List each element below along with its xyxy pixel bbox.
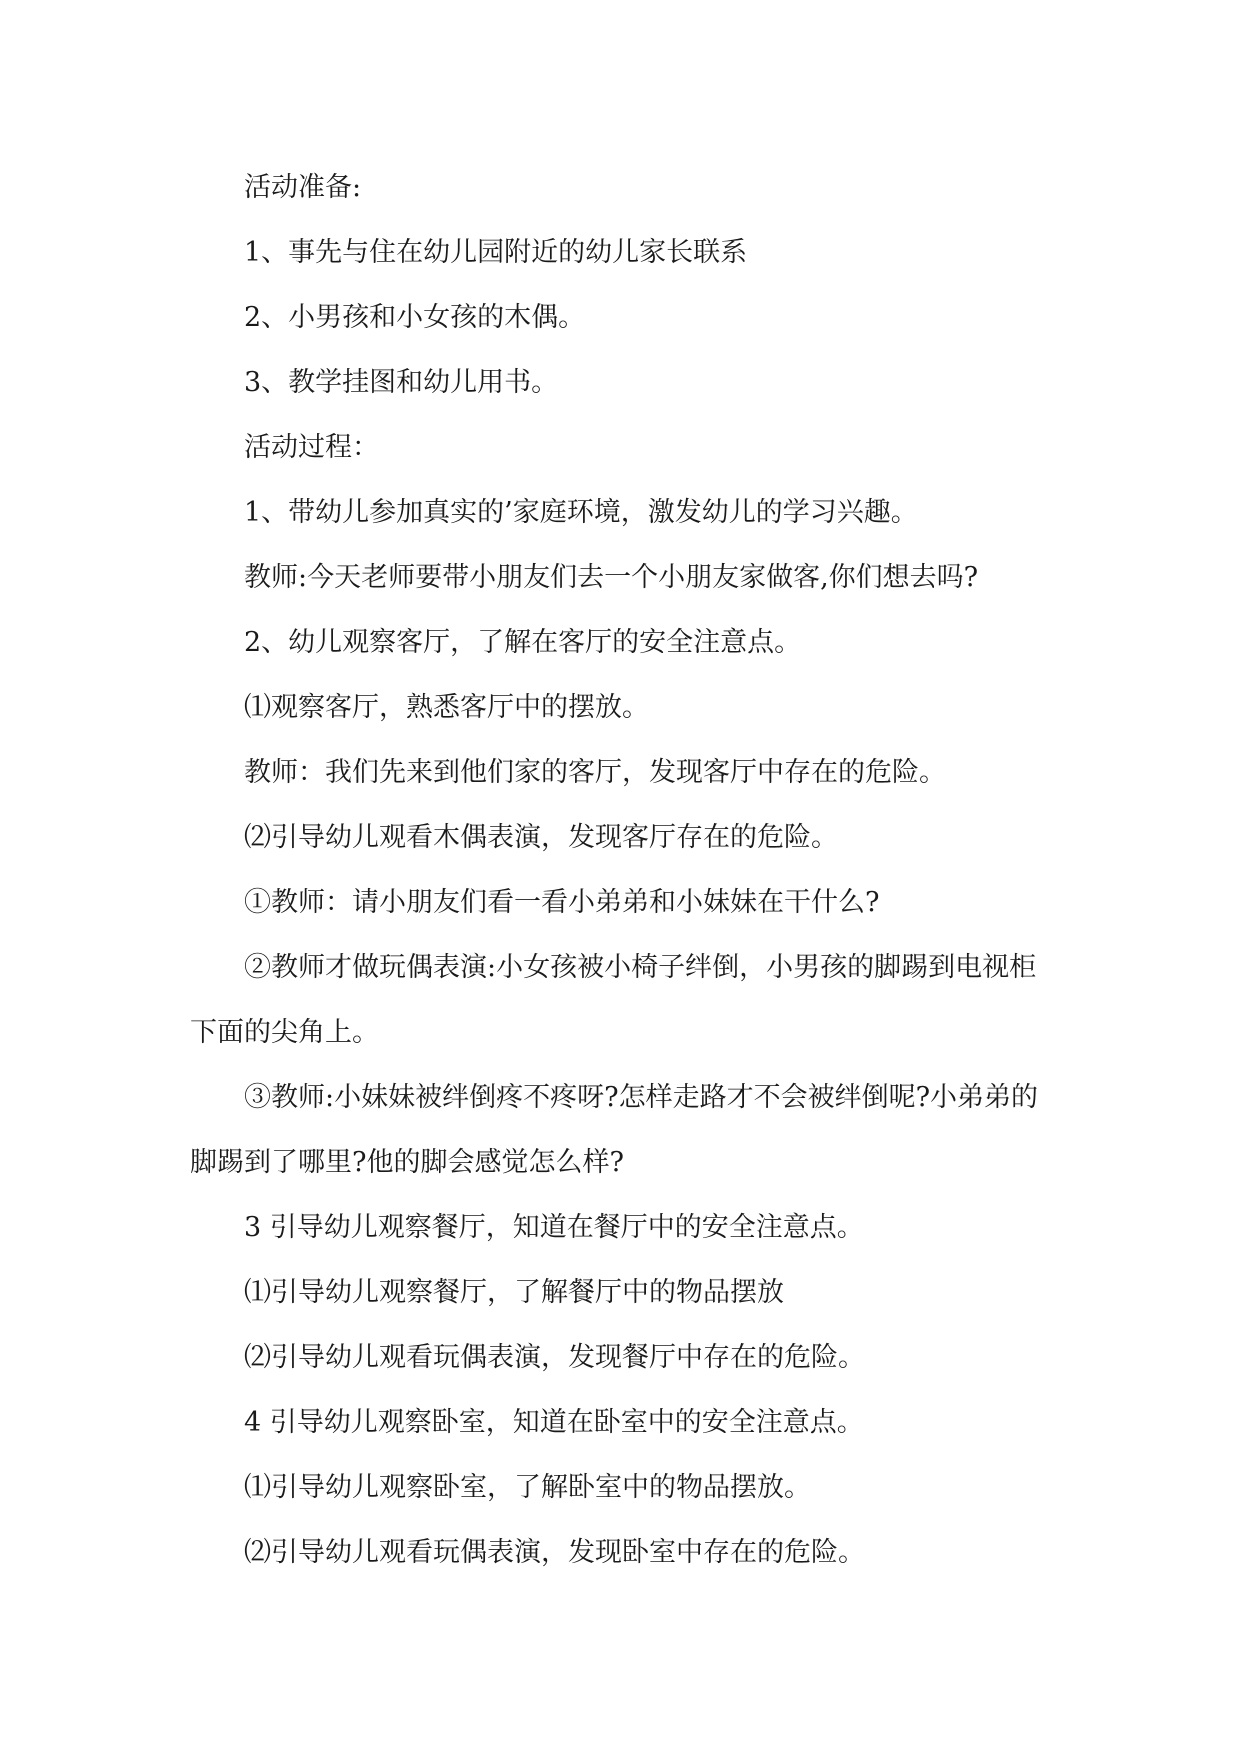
paragraph-step-4-sub-1: ⑴引导幼儿观察卧室，了解卧室中的物品摆放。: [244, 1472, 811, 1503]
paragraph-teacher-puppet-show: ②教师才做玩偶表演:小女孩被小椅子绊倒，小男孩的脚踢到电视柜下面的尖角上。: [190, 952, 1037, 1048]
paragraph-teacher-invite: 教师:今天老师要带小朋友们去一个小朋友家做客,你们想去吗?: [244, 562, 979, 593]
paragraph-activity-process-heading: 活动过程：: [244, 432, 379, 463]
paragraph-teacher-question-3: ③教师:小妹妹被绊倒疼不疼呀?怎样走路才不会被绊倒呢?小弟弟的脚踢到了哪里?他的脚会感觉怎么样?: [190, 1082, 1039, 1178]
paragraph-step-4: 4 引导幼儿观察卧室，知道在卧室中的安全注意点。: [244, 1407, 864, 1438]
paragraph-step-3-sub-1: ⑴引导幼儿观察餐厅，了解餐厅中的物品摆放: [244, 1277, 784, 1308]
paragraph-step-2-sub-2: ⑵引导幼儿观看木偶表演，发现客厅存在的危险。: [244, 822, 838, 853]
paragraph-activity-preparation-heading: 活动准备:: [244, 172, 362, 203]
paragraph-prep-item-3: 3、教学挂图和幼儿用书。: [244, 367, 559, 398]
paragraph-teacher-question-1: ①教师：请小朋友们看一看小弟弟和小妹妹在干什么?: [244, 887, 880, 918]
paragraph-prep-item-1: 1、事先与住在幼儿园附近的幼儿家长联系: [244, 237, 748, 268]
paragraph-step-2: 2、幼儿观察客厅，了解在客厅的安全注意点。: [244, 627, 802, 658]
paragraph-step-3-sub-2: ⑵引导幼儿观看玩偶表演，发现餐厅中存在的危险。: [244, 1342, 865, 1373]
paragraph-step-1: 1、带幼儿参加真实的’家庭环境，激发幼儿的学习兴趣。: [244, 497, 918, 528]
paragraph-prep-item-2: 2、小男孩和小女孩的木偶。: [244, 302, 586, 333]
paragraph-step-4-sub-2: ⑵引导幼儿观看玩偶表演，发现卧室中存在的危险。: [244, 1537, 865, 1568]
paragraph-step-2-sub-1: ⑴观察客厅，熟悉客厅中的摆放。: [244, 692, 649, 723]
document-body: [190, 155, 1050, 1585]
paragraph-teacher-living-room: 教师：我们先来到他们家的客厅，发现客厅中存在的危险。: [244, 757, 946, 788]
paragraph-step-3: 3 引导幼儿观察餐厅，知道在餐厅中的安全注意点。: [244, 1212, 864, 1243]
